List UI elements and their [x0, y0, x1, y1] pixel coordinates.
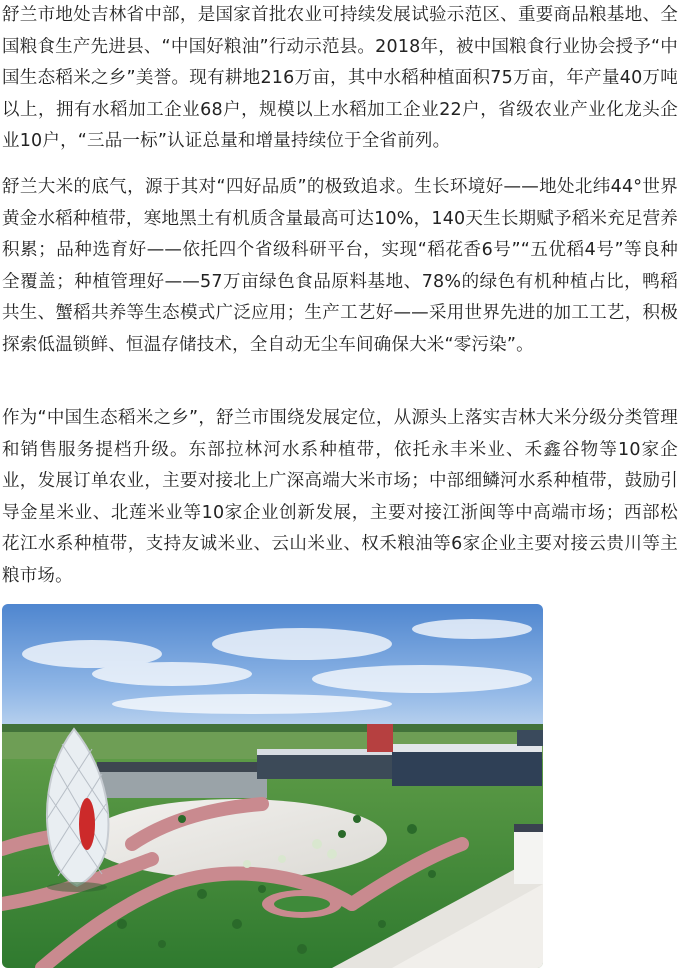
paragraph-intro: 舒兰市地处吉林省中部，是国家首批农业可持续发展试验示范区、重要商品粮基地、全国粮食生产先进县、“中国好粮油”行动示范县。2018年，被中国粮食行业协会授予“中国生态稻米之乡”美誉。现有耕地216万亩，其中水稻种植面积75万亩，年产量40万吨以上，拥有水稻加工企业68户，规模以上水稻加工企业22户，省级农业产业化龙头企业10户，“三品一标”认证总量和增量持续位于全省前列。	[2, 5, 678, 151]
paragraph-quality: 舒兰大米的底气，源于其对“四好品质”的极致追求。生长环境好——地处北纬44°世界黄金水稻种植带，寒地黑土有机质含量最高可达10%，140天生长期赋予稻米充足营养积累；品种选育好——依托四个省级科研平台，实现“稻花香6号”“五优稻4号”等良种全覆盖；种植管理好——57万亩绿色食品原料基地、78%的绿色有机种植占比，鸭稻共生、蟹稻共养等生态模式广泛应用；生产工艺好——采用世界先进的加工工艺，积极探索低温锁鲜、恒温存储技术，全自动无尘车间确保大米“零污染”。	[2, 177, 678, 355]
aerial-photo-illustration	[2, 604, 543, 968]
aerial-photo-rice-park	[2, 604, 543, 968]
paragraph-market: 作为“中国生态稻米之乡”，舒兰市围绕发展定位，从源头上落实吉林大米分级分类管理和销售服务提档升级。东部拉林河水系种植带，依托永丰米业、禾鑫谷物等10家企业，发展订单农业，主要对接北上广深高端大米市场；中部细鳞河水系种植带，鼓励引导金星米业、北莲米业等10家企业创新发展，主要对接江浙闽等中高端市场；西部松花江水系种植带，支持友诚米业、云山米业、权禾粮油等6家企业主要对接云贵川等主粮市场。	[2, 408, 678, 586]
